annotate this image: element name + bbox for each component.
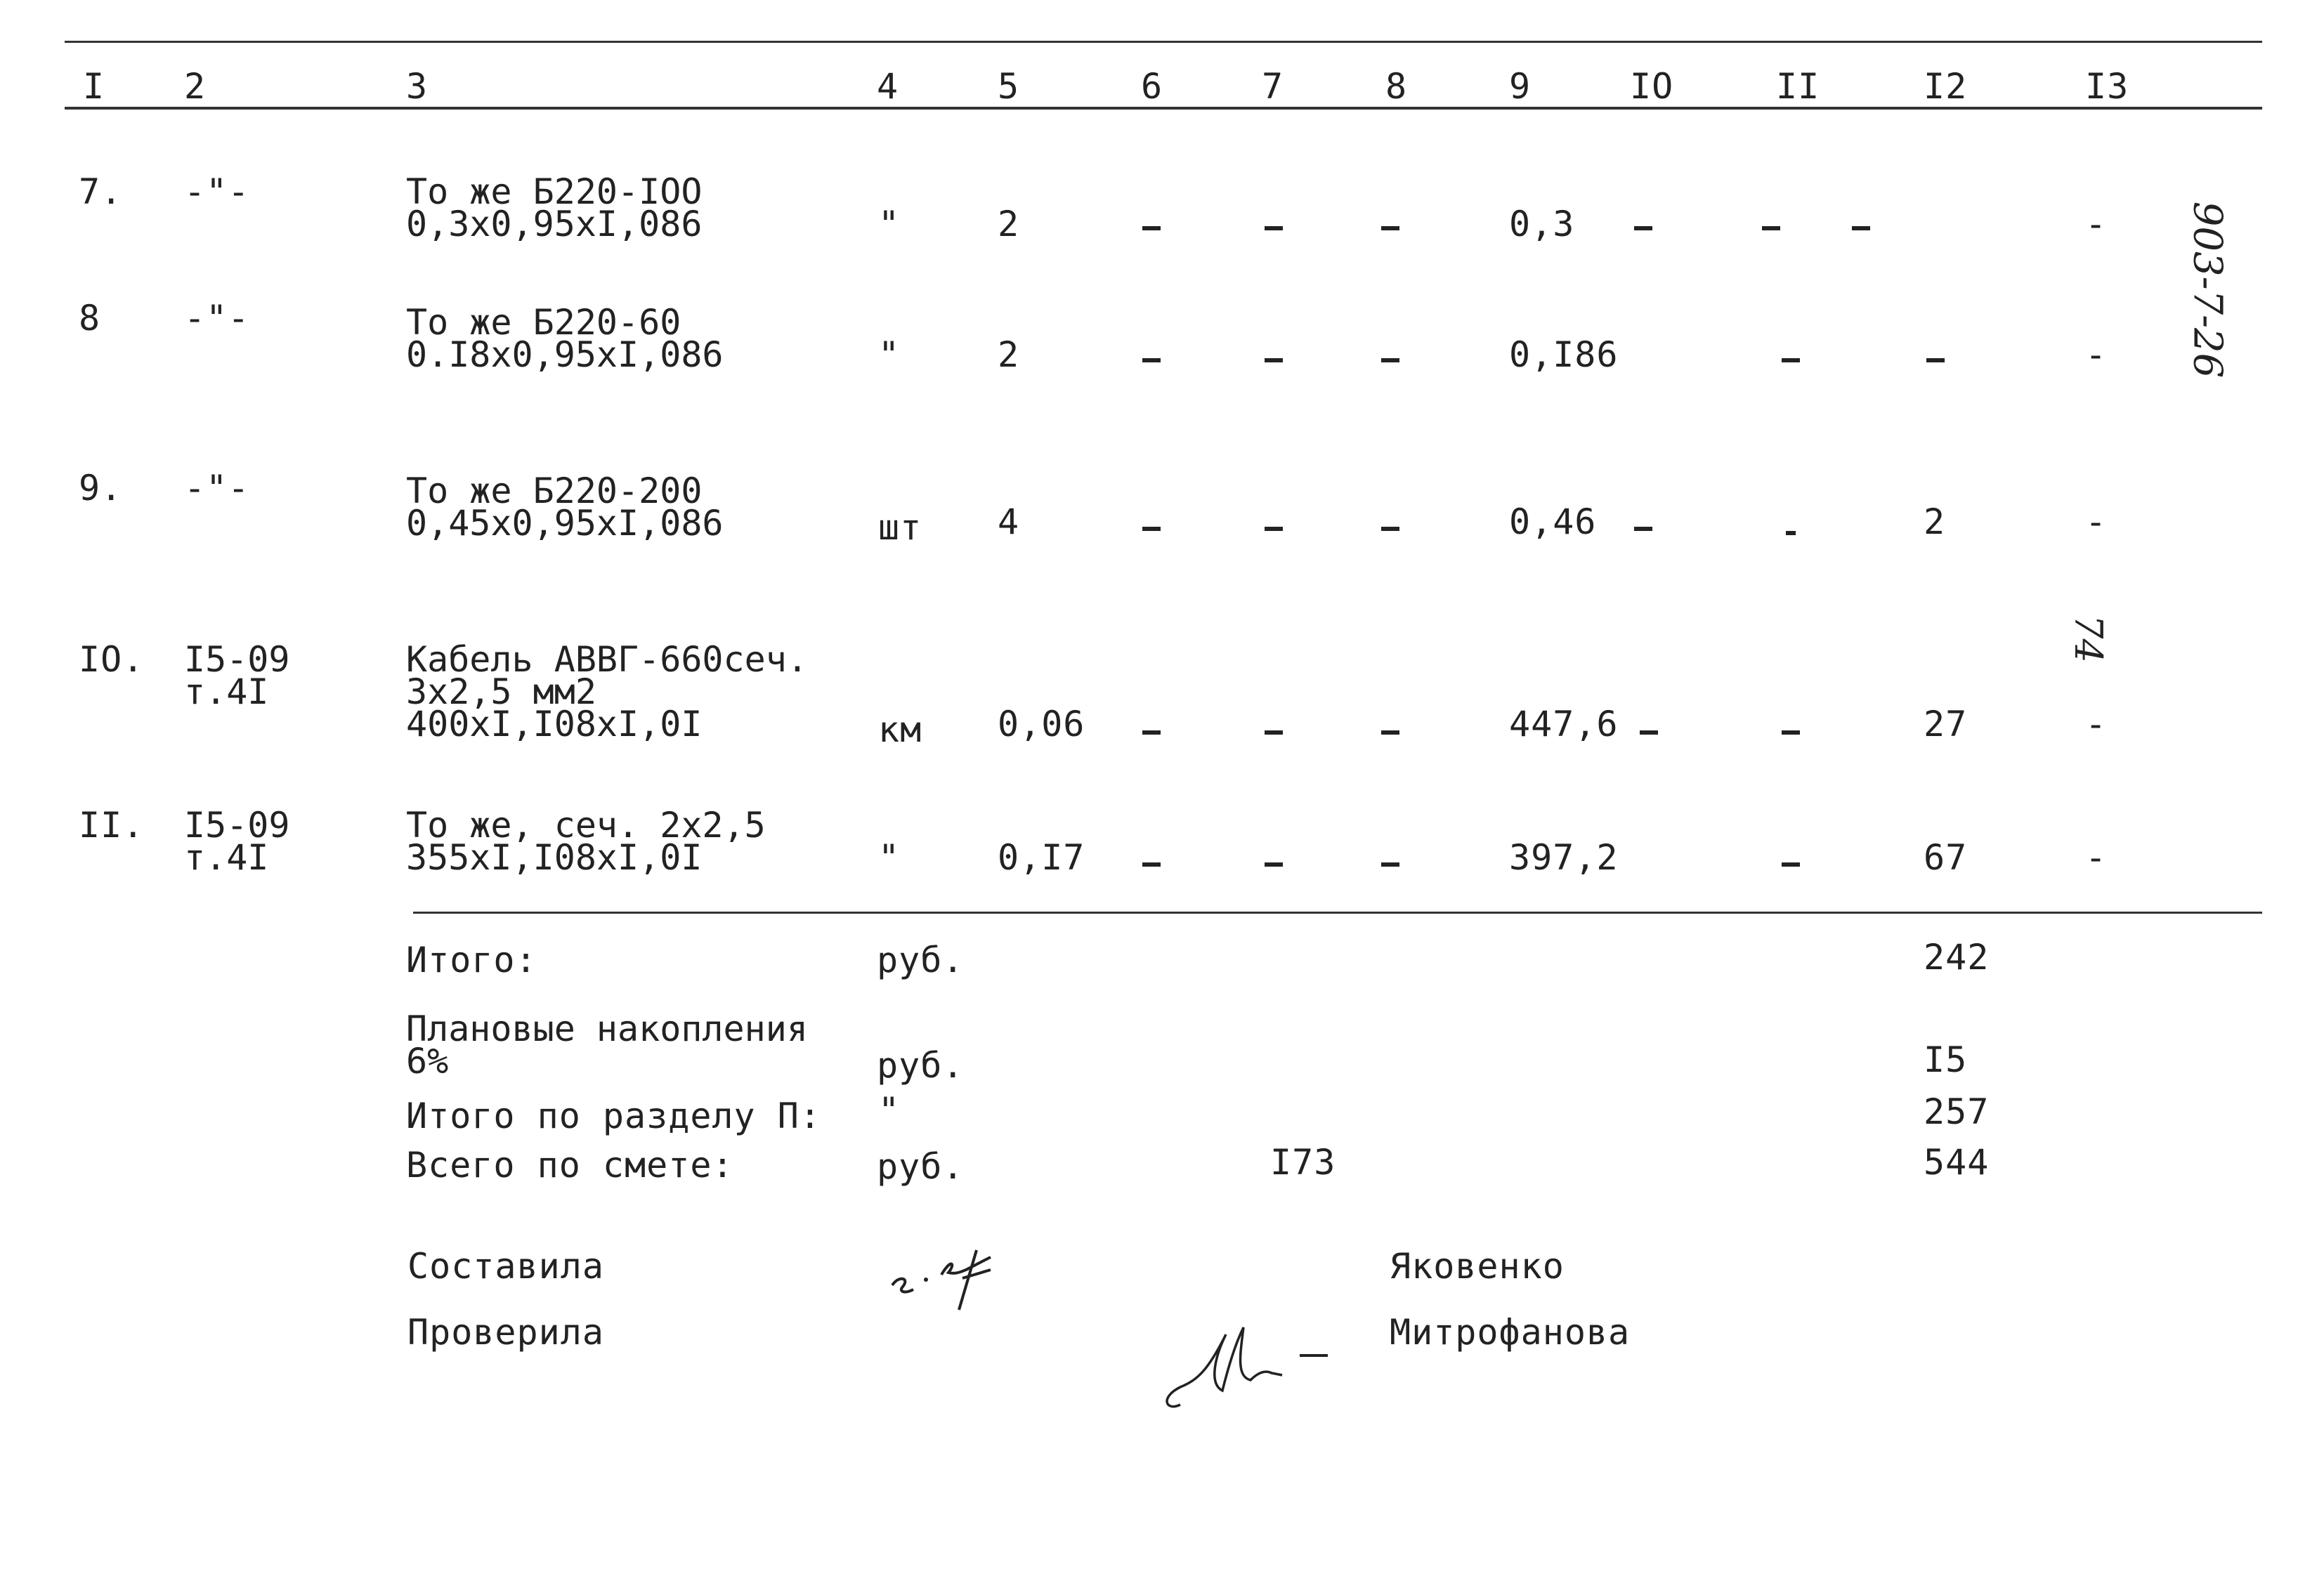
composer-signature xyxy=(885,1236,1054,1313)
plan-label-line2: 6% xyxy=(406,1041,449,1082)
col-header-7: 7 xyxy=(1262,66,1284,107)
row-11-c9: 397,2 xyxy=(1509,837,1619,878)
row-9-c11-mark xyxy=(1786,531,1796,535)
row-9-num: 9. xyxy=(79,468,123,508)
row-7-c9: 0,3 xyxy=(1509,204,1575,244)
smeta-value: 544 xyxy=(1924,1142,1990,1183)
col-header-3: 3 xyxy=(406,66,429,107)
row-10-code xyxy=(184,639,290,712)
plan-value: I5 xyxy=(1924,1039,1968,1080)
col-header-1: I xyxy=(83,66,105,107)
row-10-unit: км xyxy=(878,709,922,750)
razdel-label: Итого по разделу П: xyxy=(406,1096,821,1136)
col-header-11: II xyxy=(1776,66,1820,107)
row-9-code: -"- xyxy=(184,468,250,508)
row-11-c6-dash xyxy=(1142,862,1161,867)
row-8-name-line2: 0.I8х0,95хI,086 xyxy=(406,334,724,375)
row-9-name-line2: 0,45х0,95хI,086 xyxy=(406,503,724,544)
totals-rule xyxy=(413,912,2262,914)
row-9-unit: шт xyxy=(878,507,922,548)
col-header-10: IO xyxy=(1630,66,1674,107)
row-7-name xyxy=(406,171,703,244)
plan-label-line1: Плановые накопления xyxy=(406,1009,808,1049)
row-10-c11-dash xyxy=(1782,730,1800,735)
row-7-c10-dash xyxy=(1634,226,1652,230)
row-8-name-line1: То же Б220-60 xyxy=(406,302,681,343)
razdel-unit: " xyxy=(878,1090,901,1131)
col-header-12: I2 xyxy=(1924,66,1968,107)
row-8-code: -"- xyxy=(184,298,250,339)
row-9-c13: - xyxy=(2085,501,2108,542)
row-11-code xyxy=(184,805,290,878)
row-7-c11b-dash xyxy=(1852,226,1870,230)
row-10-name-line1: Кабель АВВГ-660сеч. xyxy=(406,639,808,680)
row-10-c10-dash xyxy=(1640,730,1658,735)
row-11-code-line1: I5-09 xyxy=(184,805,290,846)
header-rule xyxy=(65,107,2262,110)
top-rule xyxy=(65,41,2262,43)
smeta-label: Всего по смете: xyxy=(406,1145,734,1186)
itogo-value: 242 xyxy=(1924,937,1990,978)
checked-name: Митрофанова xyxy=(1390,1312,1631,1353)
row-10-name-line3: 400хI,I08хI,0I xyxy=(406,704,703,744)
row-11-num: II. xyxy=(79,805,145,846)
row-8-c7-dash xyxy=(1265,358,1283,362)
row-11-name-line1: То же, сеч. 2х2,5 xyxy=(406,805,766,846)
row-11-name xyxy=(406,805,766,878)
row-9-c9: 0,46 xyxy=(1509,501,1597,542)
row-7-unit: " xyxy=(878,204,901,244)
row-9-name xyxy=(406,471,724,544)
row-7-name-line2: 0,3х0,95хI,086 xyxy=(406,204,703,244)
itogo-label: Итого: xyxy=(406,940,537,980)
row-7-c11-dash xyxy=(1762,226,1780,230)
row-9-c8-dash xyxy=(1381,527,1399,531)
row-10-c6-dash xyxy=(1142,730,1161,735)
row-11-code-line2: т.4I xyxy=(184,837,269,878)
row-9-c12: 2 xyxy=(1924,501,1946,542)
row-8-unit: " xyxy=(878,334,901,375)
composed-label: Составила xyxy=(407,1246,604,1287)
col-header-5: 5 xyxy=(998,66,1020,107)
row-8-name xyxy=(406,302,724,375)
row-8-c8-dash xyxy=(1381,358,1399,362)
row-7-name-line1: То же Б220-IOO xyxy=(406,171,703,212)
row-8-c13: - xyxy=(2085,334,2108,375)
row-11-c7-dash xyxy=(1265,862,1283,867)
col-header-9: 9 xyxy=(1509,66,1532,107)
row-8-c6-dash xyxy=(1142,358,1161,362)
row-9-c6-dash xyxy=(1142,527,1161,531)
row-7-c7-dash xyxy=(1265,226,1283,230)
row-7-code: -"- xyxy=(184,171,250,212)
row-8-c11-dash xyxy=(1782,358,1800,362)
col-header-13: I3 xyxy=(2085,66,2129,107)
row-11-unit: " xyxy=(878,837,901,878)
row-10-code-line1: I5-09 xyxy=(184,639,290,680)
row-10-c13: - xyxy=(2085,704,2108,744)
row-10-num: IO. xyxy=(79,639,145,680)
row-7-c8-dash xyxy=(1381,226,1399,230)
row-11-name-line2: 355хI,I08хI,0I xyxy=(406,837,703,878)
row-11-c11-dash xyxy=(1782,862,1800,867)
row-10-name-line2: 3х2,5 мм2 xyxy=(406,671,596,712)
row-7-num: 7. xyxy=(79,171,123,212)
row-11-c8-dash xyxy=(1381,862,1399,867)
row-9-qty: 4 xyxy=(998,501,1020,542)
col-header-6: 6 xyxy=(1141,66,1163,107)
checked-label: Проверила xyxy=(407,1312,604,1353)
row-10-c7-dash xyxy=(1265,730,1283,735)
row-8-num: 8 xyxy=(79,298,101,339)
row-9-name-line1: То же Б220-200 xyxy=(406,471,703,511)
razdel-value: 257 xyxy=(1924,1091,1990,1132)
row-7-qty: 2 xyxy=(998,204,1020,244)
composed-name: Яковенко xyxy=(1390,1246,1565,1287)
row-8-c9: 0,I86 xyxy=(1509,334,1619,375)
smeta-unit: руб. xyxy=(877,1146,965,1187)
row-9-c10-dash xyxy=(1634,527,1652,531)
page-number: 74 xyxy=(2065,615,2110,663)
row-8-c12-dash xyxy=(1926,358,1945,362)
col-header-4: 4 xyxy=(877,66,899,107)
doc-code: 903-7-26 xyxy=(2184,201,2231,379)
row-7-c13: - xyxy=(2085,204,2108,244)
row-10-c8-dash xyxy=(1381,730,1399,735)
row-9-c7-dash xyxy=(1265,527,1283,531)
row-8-qty: 2 xyxy=(998,334,1020,375)
col-header-2: 2 xyxy=(184,66,207,107)
row-10-name xyxy=(406,639,808,744)
plan-label xyxy=(406,1009,808,1082)
plan-unit: руб. xyxy=(877,1045,965,1086)
row-10-c9: 447,6 xyxy=(1509,704,1619,744)
col-header-8: 8 xyxy=(1385,66,1408,107)
itogo-unit: руб. xyxy=(877,940,965,980)
smeta-col7: I73 xyxy=(1270,1142,1336,1183)
row-7-c6-dash xyxy=(1142,226,1161,230)
row-10-code-line2: т.4I xyxy=(184,671,269,712)
row-10-qty: 0,06 xyxy=(998,704,1085,744)
checker-signature xyxy=(1159,1313,1342,1419)
row-11-qty: 0,I7 xyxy=(998,837,1085,878)
row-11-c13: - xyxy=(2085,837,2108,878)
row-10-c12: 27 xyxy=(1924,704,1968,744)
row-11-c12: 67 xyxy=(1924,837,1968,878)
